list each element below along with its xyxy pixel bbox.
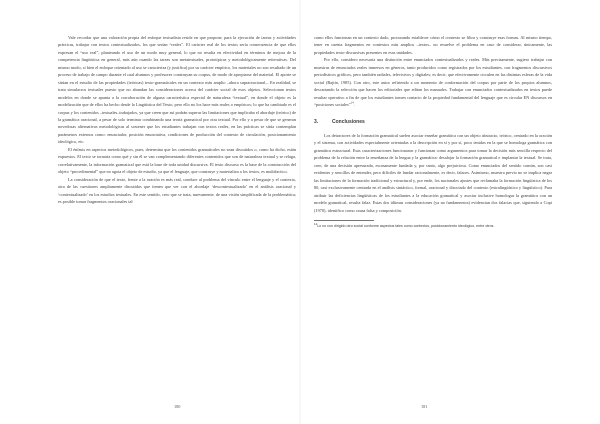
left-page-number: 180 — [174, 404, 181, 409]
footnote-reference[interactable]: 14 — [350, 100, 354, 105]
footnote — [314, 221, 552, 230]
left-paragraph-2: El énfasis en aspectos metodológicos, pues, determina que los contenidos gramaticales no sean discutidos o, como ha dicho, están expuestos. El texto se tornaría como qué y sin él se van complementando diferentes contenidos que son de naturaleza textual y se relaga, correlativamente, la información gramatical que está la base de toda unidad discursiva. El texto discurso es la base de la construcción del objeto “procedimental” que no agota el objeto de estudio, ya que el lenguaje, que construye y materializa a los textos, es multifactico. — [58, 146, 296, 175]
right-page — [314, 34, 552, 394]
section-title: Conclusiones — [332, 118, 365, 125]
footnote-text: Lo no con dirigido otro social conforme aspectos tales como contextos, posicionamiento ideológico, entre otros. — [317, 224, 495, 229]
section-number: 3. — [314, 118, 319, 125]
left-paragraph-1: Vale recordar que una valoración propia del enfoque textualista reside en que propone, para la ejecución de tareas y actividades prácticas, trabajar con textos contextualizados, los que serían “reales”. El carácter real de los textos sería consecuencia de que ellos expresan el “uso real”, planteando el uso de un modo muy general, lo que no resulta en efectividad en términos de mejora de la competencia lingüística en general, más aún cuando las tareas son metatextuales, prototípicas y metodológicamente reiterativas. Del mismo modo, si bien el enfoque orientado al uso se caracteriza (y justifica) por su carácter empírico, los materiales no son resultado de un proceso de trabajo de campo durante el cual alumnos y profesores construyan su corpus, de modo de apropiarse del material. El aporte se sitúan en el estudio de las propiedades (teóricas) texto-gramaticales en un contexto más amplio –ahora supraoracional–. En realidad, se trata simulacros textuales puesto que no abundan las consideraciones acerca del carácter social de esos objetos. Seleccionan textos modelos en donde se apunta a la corroboración de alguna característica especial de naturaleza “textual”, en donde el objeto es la modelización que de ellos ha hecho desde la Lingüística del Texto, pero ello no los hace más reales o empíricos; lo que ha cambiado es el corpus y los contenidos –textuales–trabajados, ya que creen que así podrán superar las limitaciones que implicaba el abordaje (teórico) de la gramática oracional, a pesar de solo terminar combinando una teoría gramatical por otra textual. Por ello y a pesar de que se generan novedosas alternativas metodológicas al sostener que los estudiantes trabajan con textos reales, en las prácticas se sitúa contemplan parámetros externos como: enunciador, posición enunciativa, condiciones de producción del contexto de circulación, posicionamiento ideológico, etc. — [58, 35, 296, 145]
right-paragraph-2-text: Por ello, considero necesaria una distinción entre enunciados contextualizados y reales. Más precisamente, sugiero trabajar con muestras de enunciados reales inmersos en géneros, tanto producidos como registrados por los estudiantes, con fragmentos discursivos periodísticos gráficos, pero también radiales, televisivos y digitales; es decir, que efectivamente circulen en las distintas esferas de la vida social (Bajtín, 1985). Con otro, este autor refiriendo a un momento de conformación del corpus por parte de los propios alumnos, descartando la selección que hacen los editoriales que editan los manuales. Trabajar con enunciados contextualizados en textos puede resultar operativo a fin de que los estudiantes tomen contacto de la propiedad fundamental del lenguaje que es circular EN discursos en “posiciones sociales” — [314, 57, 552, 108]
left-paragraph-3: La consideración de que el texto, frente a la oración es más real, conduce al problema del vínculo entre el lenguaje y el contexto, otra de las cuestiones ampliamente discutidas que tienen que ver con el abordaje ‘descontextualizado’ en el análisis oracional y ‘contextualizado’ en los estudios textuales. En este sentido, creo que se trata, nuevamente, de una visión simplificada de la problemática; es posible tomar fragmentos oracionales tal — [58, 176, 296, 204]
right-page-number: 181 — [421, 404, 428, 409]
section-heading — [314, 119, 552, 126]
right-paragraph-1: como ellos funcionan en un contexto dado, procurando establecer cómo el contexto se filtra y construye esas formas. Al mismo tiempo, tener en cuenta fragmentos en contextos más amplios –textos– no resuelve el problema en caso de considerar, únicamente, las propiedades texto-discursivas presentes en esas unidades. — [314, 35, 552, 55]
footnote-marker: 14 — [314, 221, 318, 226]
footnote-divider — [314, 220, 374, 221]
book-gutter — [299, 0, 301, 424]
left-page — [58, 34, 296, 394]
right-paragraph-2: Por ello, considero necesaria una distinción entre enunciados contextualizados y reales. Más precisamente, sugiero trabajar con muestras de enunciados reales inmersos en géneros, tanto producidos como registrados por los estudiantes, con fragmentos discursivos periodísticos gráficos, pero también radiales, televisivos y digitales; es decir, que efectivamente circulen en las distintas esferas de la vida social (Bajtín, 1985). Con otro, este autor refiriendo a un momento de conformación del corpus por parte de los propios alumnos, descartando la selección que hacen los editoriales que editan los manuales. Trabajar con enunciados contextualizados en textos puede resultar operativo a fin de que los estudiantes tomen contacto de la propiedad fundamental del lenguaje que es circular EN discursos en “posiciones sociales”$^{14}$. — [314, 57, 552, 108]
conclusion-paragraph: Los detractores de la formación gramatical suelen asociar enseñar gramática con un objeto abstracto, teórico, centrado en la oración y el sistema, con actividades especialmente orientadas a la descripción en sí y por sí, poco tenidas en la que se homologa gramática con gramática estructural. Esas caracterizaciones funcionaron y funcionan como argumentos para tomar la decisión más sencilla respecto del problema de la relación entre la enseñanza de la lengua y la gramática: desalojar la formación gramatical e implantar la textual. Se trata, creo, de una decisión apresurada, escasamente fundada y, por tanto, algo prejuiciosa. Como enunciados del sentido común, son casi evidentes y sencillos de entender, pero difíciles de fundar racionalmente, es decir, falaces. Asimismo, muestra previo no se implica negar las limitaciones de la formación tradicional y estructural y, por ende, los nacionales ajustes que reclamaba la formación lingüística de los 80, casi exclusivamente centrada en el análisis sintáctico, formal, oracional y disociado del contexto (extralingüístico y lingüístico). Para atribuir las deficiencias lingüísticas de los estudiantes a la educación gramatical y asociar inclusive homologar la gramática con un modelo gramatical, resulta falaz. Estas dos últimas consideraciones (ya no fundamentos) evidencian dos falacias que, siguiendo a Copi (1970), identifico como causa falsa y composición. — [314, 132, 552, 213]
